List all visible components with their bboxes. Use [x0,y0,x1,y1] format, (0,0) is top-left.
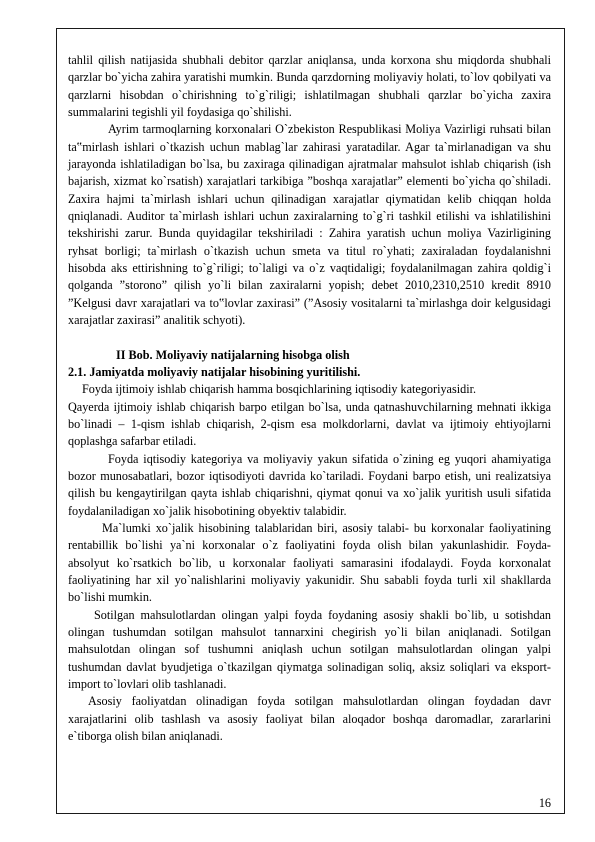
paragraph-3: Foyda ijtimoiy ishlab chiqarish hamma bosqichlarining iqtisodiy kategoriyasidir. [82,382,477,397]
paragraph-6: Ma`lumki xo`jalik hisobining talablaridan biri, asosiy talabi- bu korxonalar faoliyatining rentabillik bo`lishi ya`ni korxonalar o`z faoliyatini foyda olish bilan yakunlashidir. Foyda- absolyut ko`rsatkich bo`lib, u korxonalar faoliyati samarasini ifodalaydi. Foyda korxonalat faoliyatining har xil yo`nalishlarini moliyaviy yakunidir. Shu sababli foyda turli xil shakllarda bo`lishi mumkin. [68,520,551,605]
page-body [68,52,551,745]
paragraph-8: Asosiy faoliyatdan olinadigan foyda sotilgan mahsulotlardan olingan foydadan davr xarajatlarini olib tashlash va asosiy faoliyat bilan aloqador boshqa daromadlar, zararlarini e`tiborga olish bilan aniqlanadi. [68,694,551,744]
section-heading: 2.1. Jamiyatda moliyaviy natijalar hisobining yuritilishi. [68,364,361,379]
paragraph-5: Foyda iqtisodiy kategoriya va moliyaviy yakun sifatida o`zining eg yuqori ahamiyatiga bozor munosabatlari, bozor iqtisodiyoti davrida ko`tariladi. Foydani barpo etish, uni realizatsiya qilish bu kengaytirilgan qayta ishlab chiqarishni, qiymat qonui va xo`jalik yuritish usuli sifatida foydalaniladigan xo`jalik hisobotining obyektiv talabidir. [68,451,551,518]
blank-line [68,330,551,347]
paragraph-4: Qayerda ijtimoiy ishlab chiqarish barpo etilgan bo`lsa, unda qatnashuvchilarning mehnati ikkiga bo`linadi – 1-qism ishlab chiqarish, 2-qism esa molkdorlarni, davlat va ijtimoiy ehtiyojlarni qoplashga safarbar etiladi. [68,399,551,449]
chapter-heading: II Bob. Moliyaviy natijalarning hisobga olish [116,347,350,362]
paragraph-7: Sotilgan mahsulotlardan olingan yalpi foyda foydaning asosiy shakli bo`lib, u sotishdan olingan tushumdan sotilgan mahsulot tannarxini chegirish yo`li bilan aniqlanadi. Sotilgan mahsulotdan olingan sof tushumni aniqlash uchun sotilgan mahsulotlardan olingan yalpi tushumdan davlat byudjetiga o`tkazilgan qiymatga solinadigan soliq, aksiz soliqlari va eksport-import to`lovlari olib tashlanadi. [68,607,551,692]
page-number: 16 [538,796,551,810]
paragraph-2: Ayrim tarmoqlarning korxonalari O`zbekiston Respublikasi Moliya Vazirligi ruhsati bilan ta‟mirlash ishlari o`tkazish uchun mablag`lar zahirasi yaratadilar. Agar ta`mirlanadigan va shu jarayonda ishlatiladigan bo`lsa, bu zaxiraga qilinadigan ajratmalar mahsulot ishlab chiqarish (ish bajarish, xizmat ko`rsatish) xarajatlari tarkibiga ”boshqa xarajatlar” elementi bo`yicha qo`shiladi. Zaxira hajmi ta`mirlash ishlari uchun qilinadigan xarajatlar qiymatidan kelib chiqqan holda qniqlanadi. Auditor ta`mirlash ishlari uchun zaxiralarning to`g`ri tashkil etilishi va ishlatilishini tekshirishi zarur. Bunda quyidagilar tekshiriladi : Zahira yaratish uchun moliya Vazirligining ryhsat borligi; ta`mirlash o`tkazish uchun smeta va titul ro`yhati; zaxiraladan foydalanishni hisobda aks ettirishning to`g`riligi; to`laligi va o`z vaqtidaligi; foydalanilmagan zahira qoldig`i qolganda ”storono” qilish yo`li bilan zaxiralarni yopish; debet 2010,2310,2510 kredit 8910 ”Kelgusi davr xarajatlari va to‟lovlar zaxirasi” (”Asosiy vositalarni ta`mirlashga doir kelgusidagi xarajatlar zaxirasi” analitik schyoti). [68,122,551,328]
paragraph-1: tahlil qilish natijasida shubhali debitor qarzlar aniqlansa, unda korxona shu miqdorda shubhali qarzlar bo`yicha zahira yaratishi mumkin. Bunda qarzdorning moliyaviy holati, to`lov qobilyati va qarzlarni hisobdan o`chirishning to`g`riligi; ishlatilmagan shubhali qarzlar bo`yicha zaxira summalarini tegishli yil foydasiga qo`shilishi. [68,53,551,120]
